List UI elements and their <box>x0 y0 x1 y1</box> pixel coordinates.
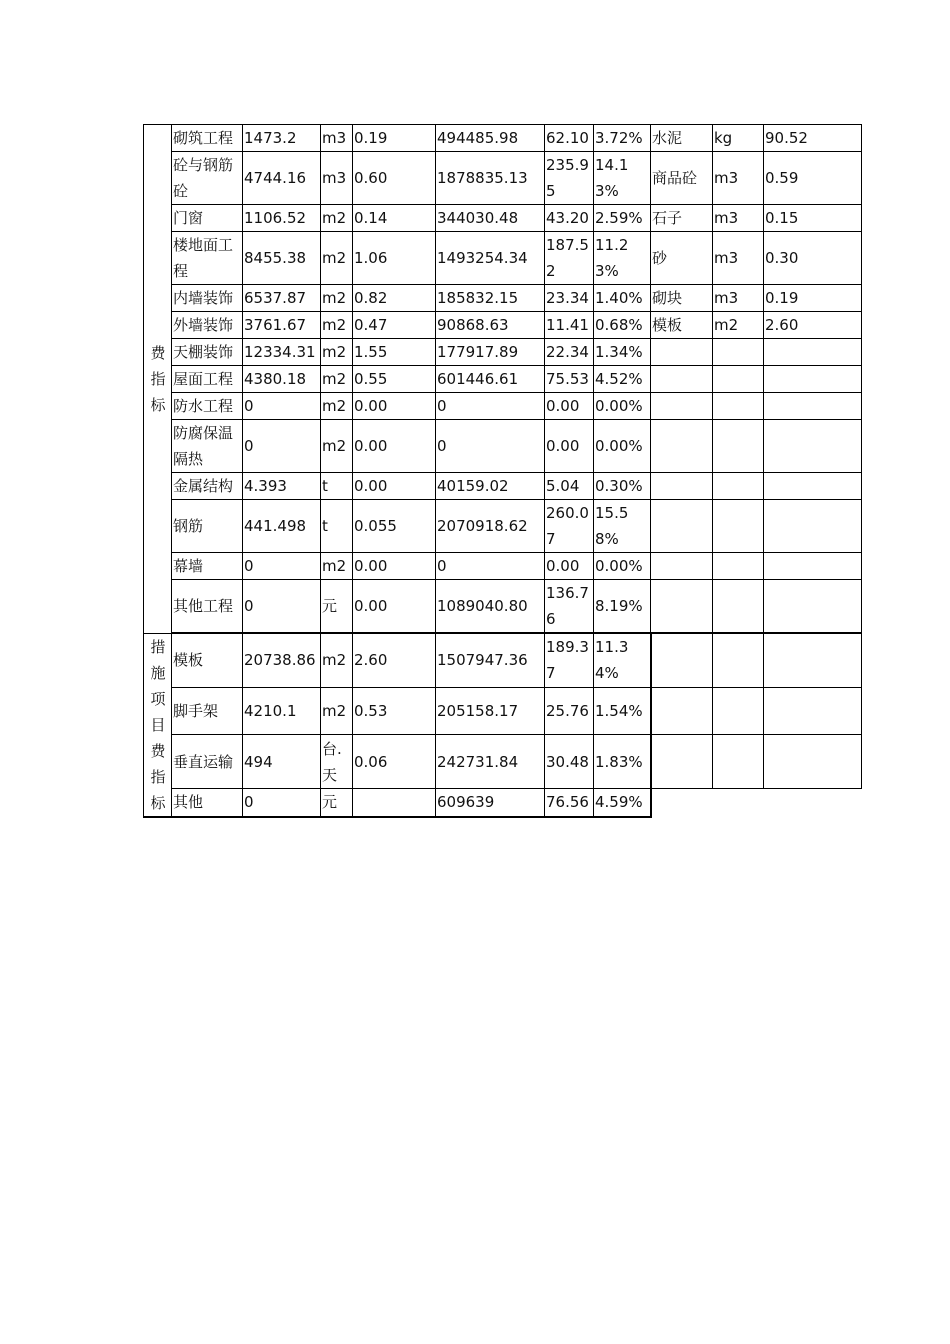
item-per: 43.20 <box>545 205 594 232</box>
table-row <box>144 205 862 232</box>
material-unit: kg <box>713 125 764 152</box>
material-unit <box>713 633 764 687</box>
material-name <box>651 553 713 580</box>
item-index: 0.82 <box>353 285 436 312</box>
item-name: 脚手架 <box>172 687 243 735</box>
item-amount: 1878835.13 <box>436 152 545 205</box>
item-index: 0.53 <box>353 687 436 735</box>
section-label-bottom: 措施项目费指标 <box>144 633 172 817</box>
item-name: 防水工程 <box>172 393 243 420</box>
table-row <box>144 366 862 393</box>
material-name: 砂 <box>651 232 713 285</box>
item-amount: 1493254.34 <box>436 232 545 285</box>
item-unit: t <box>321 473 353 500</box>
item-index: 0.055 <box>353 500 436 553</box>
item-name: 门窗 <box>172 205 243 232</box>
item-per: 189.37 <box>545 633 594 687</box>
item-index: 0.00 <box>353 580 436 634</box>
item-qty: 20738.86 <box>243 633 321 687</box>
item-name: 内墙装饰 <box>172 285 243 312</box>
item-qty: 4380.18 <box>243 366 321 393</box>
item-pct: 1.34% <box>594 339 651 366</box>
item-index: 0.55 <box>353 366 436 393</box>
material-name <box>651 366 713 393</box>
item-pct: 15.58% <box>594 500 651 553</box>
item-name: 金属结构 <box>172 473 243 500</box>
section-label-top: 费指标 <box>144 125 172 634</box>
material-unit: m3 <box>713 205 764 232</box>
item-qty: 4744.16 <box>243 152 321 205</box>
material-unit <box>713 393 764 420</box>
material-name <box>651 735 713 789</box>
material-value: 0.15 <box>764 205 862 232</box>
table-row <box>144 285 862 312</box>
item-amount: 0 <box>436 393 545 420</box>
item-pct: 3.72% <box>594 125 651 152</box>
item-amount: 0 <box>436 420 545 473</box>
material-name: 水泥 <box>651 125 713 152</box>
material-name <box>651 339 713 366</box>
material-name <box>651 633 713 687</box>
item-qty: 6537.87 <box>243 285 321 312</box>
table-row <box>144 553 862 580</box>
item-per: 5.04 <box>545 473 594 500</box>
item-pct: 1.54% <box>594 687 651 735</box>
item-name: 其他工程 <box>172 580 243 634</box>
table-row <box>144 580 862 634</box>
item-per: 62.10 <box>545 125 594 152</box>
item-qty: 1473.2 <box>243 125 321 152</box>
item-per: 0.00 <box>545 393 594 420</box>
empty-cell <box>713 789 764 817</box>
item-qty: 12334.31 <box>243 339 321 366</box>
item-amount: 601446.61 <box>436 366 545 393</box>
item-unit: 台.天 <box>321 735 353 789</box>
item-amount: 205158.17 <box>436 687 545 735</box>
item-index <box>353 789 436 817</box>
item-amount: 90868.63 <box>436 312 545 339</box>
item-pct: 11.34% <box>594 633 651 687</box>
table-row <box>144 687 862 735</box>
table-row <box>144 735 862 789</box>
item-index: 1.55 <box>353 339 436 366</box>
item-amount: 344030.48 <box>436 205 545 232</box>
material-value <box>764 366 862 393</box>
material-value <box>764 735 862 789</box>
item-unit: m2 <box>321 553 353 580</box>
item-amount: 609639 <box>436 789 545 817</box>
item-qty: 441.498 <box>243 500 321 553</box>
item-name: 其他 <box>172 789 243 817</box>
material-value <box>764 500 862 553</box>
item-name: 垂直运输 <box>172 735 243 789</box>
item-pct: 4.52% <box>594 366 651 393</box>
table-row <box>144 420 862 473</box>
table-row <box>144 125 862 152</box>
item-amount: 40159.02 <box>436 473 545 500</box>
item-index: 0.19 <box>353 125 436 152</box>
item-amount: 1507947.36 <box>436 633 545 687</box>
material-value <box>764 687 862 735</box>
item-name: 天棚装饰 <box>172 339 243 366</box>
material-unit <box>713 420 764 473</box>
item-qty: 0 <box>243 789 321 817</box>
material-value: 0.19 <box>764 285 862 312</box>
item-qty: 494 <box>243 735 321 789</box>
item-unit: m2 <box>321 420 353 473</box>
item-index: 0.00 <box>353 473 436 500</box>
item-pct: 8.19% <box>594 580 651 634</box>
item-qty: 1106.52 <box>243 205 321 232</box>
item-qty: 0 <box>243 553 321 580</box>
material-value <box>764 580 862 634</box>
table-row <box>144 633 862 687</box>
item-unit: 元 <box>321 580 353 634</box>
item-pct: 14.13% <box>594 152 651 205</box>
item-pct: 0.68% <box>594 312 651 339</box>
item-per: 235.95 <box>545 152 594 205</box>
material-unit <box>713 553 764 580</box>
item-amount: 242731.84 <box>436 735 545 789</box>
item-qty: 0 <box>243 393 321 420</box>
item-unit: m2 <box>321 312 353 339</box>
item-unit: m2 <box>321 285 353 312</box>
item-index: 2.60 <box>353 633 436 687</box>
item-index: 0.06 <box>353 735 436 789</box>
table-row <box>144 339 862 366</box>
item-name: 砼与钢筋砼 <box>172 152 243 205</box>
material-value <box>764 633 862 687</box>
material-unit: m3 <box>713 232 764 285</box>
table-row <box>144 393 862 420</box>
item-qty: 0 <box>243 580 321 634</box>
cost-index-table-sheet <box>143 124 862 818</box>
material-unit <box>713 735 764 789</box>
item-amount: 0 <box>436 553 545 580</box>
item-unit: m3 <box>321 125 353 152</box>
item-index: 1.06 <box>353 232 436 285</box>
table-row <box>144 789 862 817</box>
item-index: 0.00 <box>353 553 436 580</box>
material-name: 石子 <box>651 205 713 232</box>
item-unit: m2 <box>321 339 353 366</box>
material-unit <box>713 580 764 634</box>
item-name: 砌筑工程 <box>172 125 243 152</box>
item-per: 136.76 <box>545 580 594 634</box>
material-value <box>764 420 862 473</box>
material-unit <box>713 366 764 393</box>
material-unit <box>713 339 764 366</box>
item-index: 0.00 <box>353 393 436 420</box>
table-row <box>144 312 862 339</box>
item-name: 屋面工程 <box>172 366 243 393</box>
item-pct: 0.00% <box>594 420 651 473</box>
item-index: 0.47 <box>353 312 436 339</box>
item-qty: 0 <box>243 420 321 473</box>
item-qty: 3761.67 <box>243 312 321 339</box>
material-name: 商品砼 <box>651 152 713 205</box>
cost-index-table <box>143 124 862 818</box>
material-name: 砌块 <box>651 285 713 312</box>
item-per: 25.76 <box>545 687 594 735</box>
item-per: 11.41 <box>545 312 594 339</box>
item-per: 23.34 <box>545 285 594 312</box>
material-name: 模板 <box>651 312 713 339</box>
item-pct: 0.00% <box>594 553 651 580</box>
item-pct: 11.23% <box>594 232 651 285</box>
material-name <box>651 473 713 500</box>
item-name: 钢筋 <box>172 500 243 553</box>
material-unit <box>713 500 764 553</box>
material-value <box>764 553 862 580</box>
material-name <box>651 500 713 553</box>
material-value: 0.59 <box>764 152 862 205</box>
item-pct: 4.59% <box>594 789 651 817</box>
material-value <box>764 393 862 420</box>
item-pct: 0.00% <box>594 393 651 420</box>
table-row <box>144 473 862 500</box>
item-qty: 8455.38 <box>243 232 321 285</box>
item-per: 30.48 <box>545 735 594 789</box>
material-value: 2.60 <box>764 312 862 339</box>
material-unit: m2 <box>713 312 764 339</box>
item-pct: 1.83% <box>594 735 651 789</box>
table-row <box>144 500 862 553</box>
material-unit: m3 <box>713 285 764 312</box>
item-per: 187.52 <box>545 232 594 285</box>
material-unit: m3 <box>713 152 764 205</box>
item-per: 0.00 <box>545 420 594 473</box>
item-index: 0.00 <box>353 420 436 473</box>
item-amount: 494485.98 <box>436 125 545 152</box>
item-unit: m2 <box>321 366 353 393</box>
item-name: 模板 <box>172 633 243 687</box>
item-index: 0.60 <box>353 152 436 205</box>
item-unit: m2 <box>321 687 353 735</box>
item-name: 楼地面工程 <box>172 232 243 285</box>
item-name: 幕墙 <box>172 553 243 580</box>
item-per: 0.00 <box>545 553 594 580</box>
material-name <box>651 687 713 735</box>
material-value <box>764 339 862 366</box>
material-unit <box>713 473 764 500</box>
item-amount: 177917.89 <box>436 339 545 366</box>
item-index: 0.14 <box>353 205 436 232</box>
item-amount: 2070918.62 <box>436 500 545 553</box>
empty-cell <box>764 789 862 817</box>
item-pct: 1.40% <box>594 285 651 312</box>
item-qty: 4.393 <box>243 473 321 500</box>
item-pct: 0.30% <box>594 473 651 500</box>
item-unit: m3 <box>321 152 353 205</box>
item-per: 22.34 <box>545 339 594 366</box>
item-name: 防腐保温隔热 <box>172 420 243 473</box>
item-unit: m2 <box>321 633 353 687</box>
item-per: 75.53 <box>545 366 594 393</box>
table-row <box>144 152 862 205</box>
table-row <box>144 232 862 285</box>
empty-cell <box>651 789 713 817</box>
item-amount: 185832.15 <box>436 285 545 312</box>
item-unit: 元 <box>321 789 353 817</box>
material-value <box>764 473 862 500</box>
item-unit: m2 <box>321 205 353 232</box>
item-unit: m2 <box>321 393 353 420</box>
material-name <box>651 420 713 473</box>
item-pct: 2.59% <box>594 205 651 232</box>
material-value: 0.30 <box>764 232 862 285</box>
item-name: 外墙装饰 <box>172 312 243 339</box>
item-qty: 4210.1 <box>243 687 321 735</box>
material-name <box>651 580 713 634</box>
item-per: 260.07 <box>545 500 594 553</box>
material-unit <box>713 687 764 735</box>
material-value: 90.52 <box>764 125 862 152</box>
item-amount: 1089040.80 <box>436 580 545 634</box>
item-unit: t <box>321 500 353 553</box>
item-unit: m2 <box>321 232 353 285</box>
item-per: 76.56 <box>545 789 594 817</box>
material-name <box>651 393 713 420</box>
